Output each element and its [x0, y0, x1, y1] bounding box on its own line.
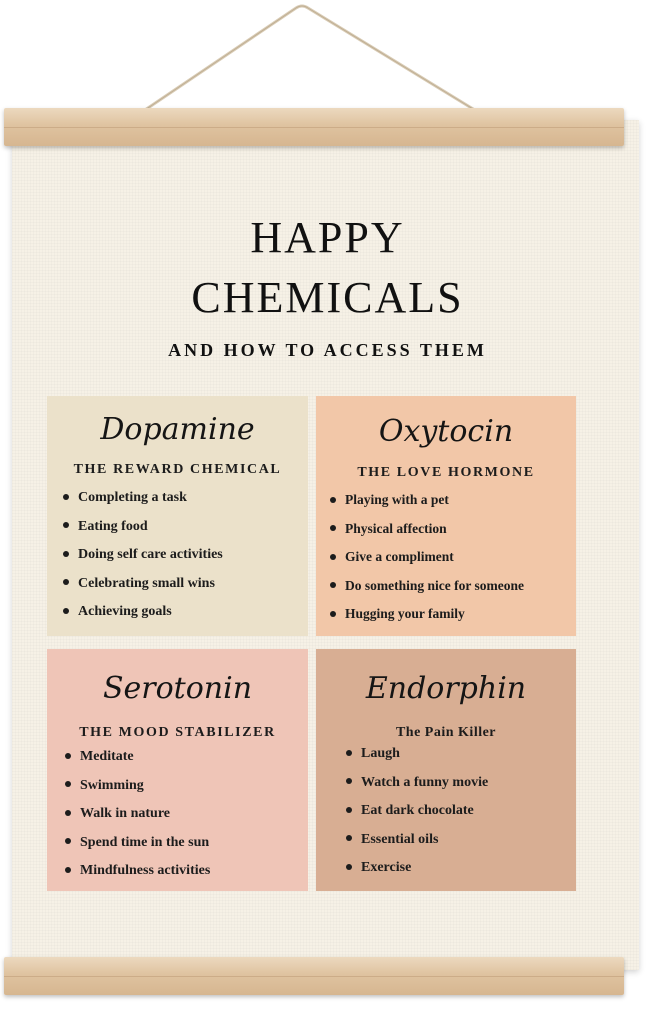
serotonin-heading: Serotonin [102, 671, 253, 706]
list-item: Exercise [346, 854, 488, 883]
list-item: Walk in nature [65, 800, 210, 829]
oxytocin-heading: Oxytocin [378, 414, 514, 449]
endorphin-tagline: The Pain Killer [395, 725, 497, 740]
poster-subtitle: AND HOW TO ACCESS THEM [168, 340, 487, 360]
list-item: Eat dark chocolate [346, 797, 488, 826]
oxytocin-panel [316, 396, 576, 636]
bottom-wooden-rail [4, 957, 624, 995]
list-item: Hugging your family [330, 600, 524, 629]
list-item: Mindfulness activities [65, 857, 210, 886]
top-wooden-rail [4, 108, 624, 146]
list-item: Meditate [65, 743, 210, 772]
list-item: Celebrating small wins [63, 570, 223, 599]
serotonin-panel [47, 649, 308, 891]
dopamine-heading: Dopamine [100, 412, 255, 447]
serotonin-tagline: THE MOOD STABILIZER [79, 725, 276, 740]
list-item: Eating food [63, 513, 223, 542]
list-item: Swimming [65, 772, 210, 801]
list-item: Laugh [346, 740, 488, 769]
list-item: Doing self care activities [63, 541, 223, 570]
dopamine-tagline: THE REWARD CHEMICAL [73, 462, 282, 477]
endorphin-panel [316, 649, 576, 891]
poster-title-line-1: HAPPY [250, 213, 405, 262]
list-item: Completing a task [63, 484, 223, 513]
dopamine-list [63, 484, 223, 627]
dopamine-panel [47, 396, 308, 636]
list-item: Watch a funny movie [346, 769, 488, 798]
list-item: Achieving goals [63, 598, 223, 627]
serotonin-list [65, 743, 210, 886]
list-item: Do something nice for someone [330, 572, 524, 601]
poster-title-line-2: CHEMICALS [191, 273, 464, 322]
hanging-string [0, 0, 655, 120]
list-item: Spend time in the sun [65, 829, 210, 858]
oxytocin-list [330, 486, 524, 629]
list-item: Essential oils [346, 826, 488, 855]
oxytocin-tagline: THE LOVE HORMONE [357, 465, 535, 480]
endorphin-heading: Endorphin [365, 671, 527, 706]
list-item: Give a compliment [330, 543, 524, 572]
endorphin-list [346, 740, 488, 883]
list-item: Playing with a pet [330, 486, 524, 515]
list-item: Physical affection [330, 515, 524, 544]
